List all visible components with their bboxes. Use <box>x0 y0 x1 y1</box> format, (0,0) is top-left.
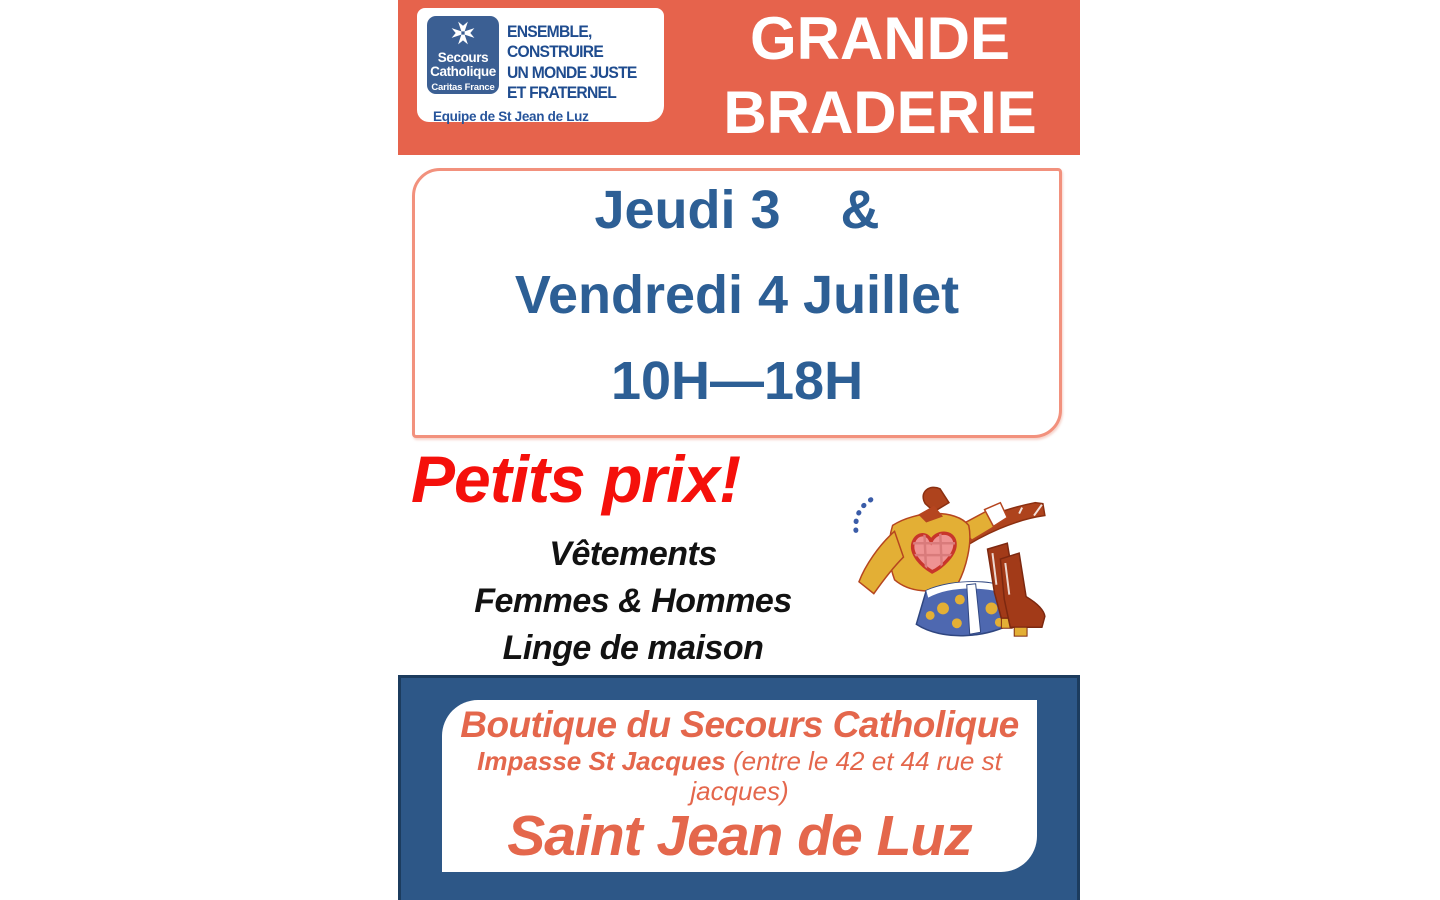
secours-catholique-logo-card <box>417 8 664 122</box>
caritas-cross-icon <box>450 20 476 51</box>
poster-title-line2: BRADERIE <box>723 79 1037 146</box>
shop-address-street: Impasse St Jacques <box>477 746 726 776</box>
promo-item-3: Linge de maison <box>502 629 764 667</box>
promo-item-2: Femmes & Hommes <box>474 582 792 620</box>
shop-city: Saint Jean de Luz <box>507 804 972 868</box>
tagline-line4: ET FRATERNEL <box>507 83 617 103</box>
logo-org-name-line2: Catholique <box>430 63 496 79</box>
tagline-line3: UN MONDE JUSTE <box>507 62 637 82</box>
tagline-line2: CONSTRUIRE <box>507 42 604 62</box>
secours-catholique-logo <box>427 16 499 94</box>
footer-band <box>398 675 1080 900</box>
logo-org-subname: Caritas France <box>431 81 495 93</box>
logo-org-name-line1: Secours <box>437 50 489 65</box>
promo-headline: Petits prix! <box>411 442 741 516</box>
dates-box <box>412 168 1062 438</box>
logo-row <box>427 16 656 104</box>
header-band <box>398 0 1080 155</box>
poster-title <box>680 2 1080 150</box>
tagline-line1: ENSEMBLE, <box>507 22 592 41</box>
date-line-2: Vendredi 4 Juillet <box>514 265 960 326</box>
date-line-1: Jeudi 3 & <box>594 180 880 240</box>
logo-tagline <box>507 22 637 104</box>
clothes-illustration <box>831 474 1059 650</box>
braderie-poster <box>398 0 1080 900</box>
promo-item-1: Vêtements <box>549 535 717 573</box>
shop-address <box>448 746 1031 806</box>
hours-line: 10H—18H <box>610 350 864 411</box>
shop-name: Boutique du Secours Catholique <box>460 704 1019 745</box>
shop-address-note: (entre le 42 et 44 rue st jacques) <box>690 746 1002 806</box>
poster-title-line1: GRANDE <box>749 5 1010 72</box>
shop-info-card <box>442 700 1037 872</box>
necklace-beads <box>856 500 871 532</box>
team-name: Equipe de St Jean de Luz <box>433 108 589 124</box>
promo-items-list <box>418 531 848 672</box>
